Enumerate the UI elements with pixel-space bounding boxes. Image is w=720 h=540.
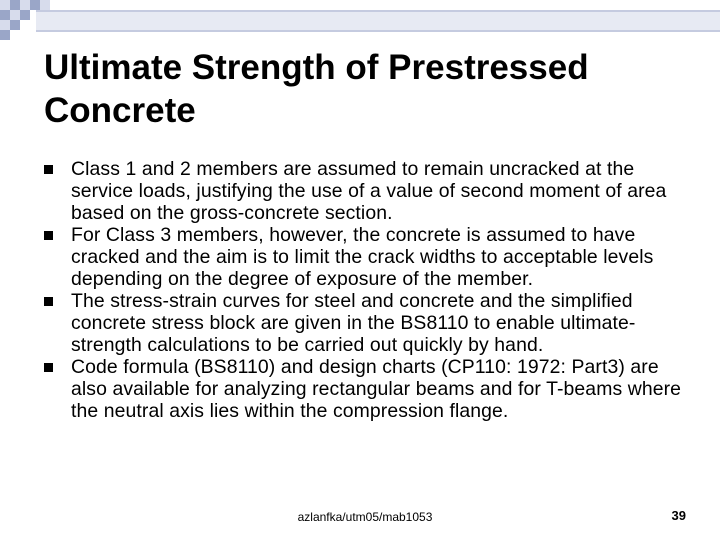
bullet-list	[44, 158, 684, 422]
square-bullet-icon	[44, 363, 53, 372]
bullet-text: Code formula (BS8110) and design charts (CP110: 1972: Part3) are also available for analyzing rectangular beams and for T-beams where the neutral axis lies within the compression flange.	[71, 356, 682, 422]
bullet-text: The stress-strain curves for steel and concrete and the simplified concrete stress block are given in the BS8110 to enable ultimate-strength calculations to be carried out quickly by hand.	[71, 290, 636, 356]
header-band-decoration	[36, 10, 720, 32]
bullet-item	[44, 356, 684, 422]
square-bullet-icon	[44, 297, 53, 306]
bullet-text: For Class 3 members, however, the concrete is assumed to have cracked and the aim is to limit the crack widths to acceptable levels depending on the degree of exposure of the member.	[71, 224, 654, 290]
bullet-item	[44, 158, 684, 224]
bullet-item	[44, 224, 684, 290]
square-bullet-icon	[44, 165, 53, 174]
bullet-text: Class 1 and 2 members are assumed to remain uncracked at the service loads, justifying the use of a value of second moment of area based on the gross-concrete section.	[71, 158, 667, 224]
bullet-item	[44, 290, 684, 356]
square-bullet-icon	[44, 231, 53, 240]
footer-text: azlanfka/utm05/mab1053	[297, 510, 433, 524]
page-number: 39	[671, 508, 686, 523]
slide-title: Ultimate Strength of Prestressed Concrete	[44, 48, 589, 130]
